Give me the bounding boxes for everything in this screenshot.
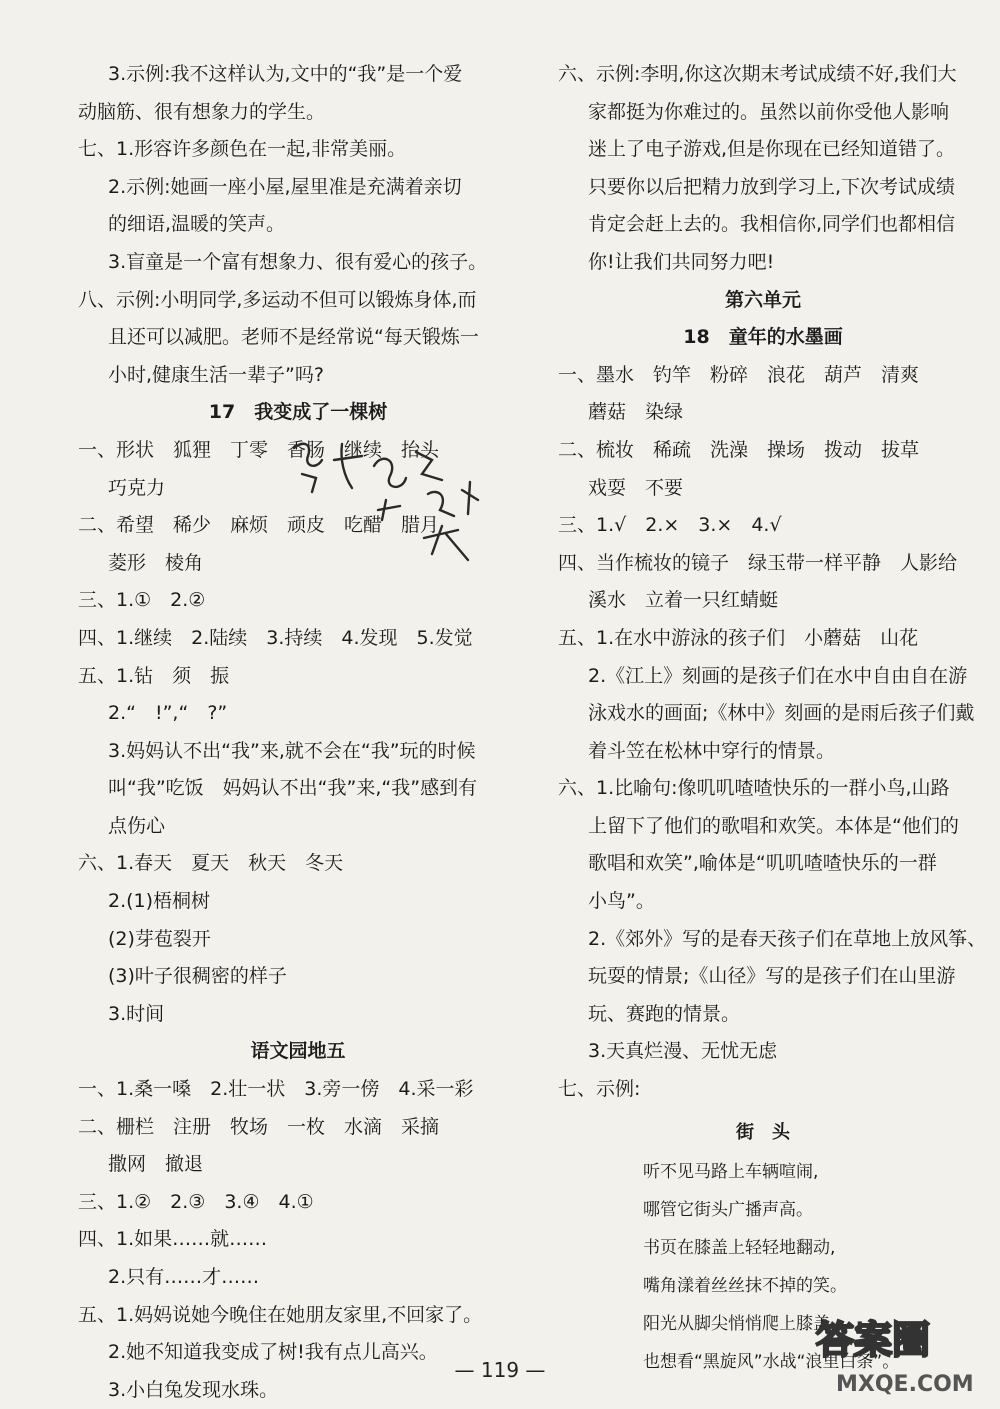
- answer-line: 2.“ !”,“ ?”: [108, 702, 228, 725]
- left-column: [78, 56, 518, 1409]
- answer-line: 2.她不知道我变成了树!我有点儿高兴。: [108, 1341, 438, 1364]
- answer-line: 3.妈妈认不出“我”来,就不会在“我”玩的时候: [108, 739, 476, 762]
- answer-line: 3.小白兔发现水珠。: [108, 1378, 279, 1401]
- section-heading: 17 我变成了一棵树: [208, 401, 388, 424]
- answer-line: 五、1.钻 须 振: [78, 664, 230, 687]
- answer-line: 六、1.春天 夏天 秋天 冬天: [78, 852, 344, 875]
- answer-line: 3.天真烂漫、无忧无虑: [588, 1040, 778, 1063]
- answer-line: 溪水 立着一只红蜻蜓: [588, 589, 779, 612]
- answer-line: 迷上了电子游戏,但是你现在已经知道错了。: [588, 138, 956, 161]
- answer-line: 3.时间: [108, 1002, 165, 1025]
- answer-line: 2.(1)梧桐树: [108, 890, 211, 913]
- poem-line: 也想看“黑旋风”水战“浪里白条”。: [643, 1351, 900, 1372]
- answer-line: 戏耍 不要: [588, 476, 684, 499]
- answer-line: 一、墨水 钓竿 粉碎 浪花 葫芦 清爽: [558, 363, 920, 386]
- page-number: — 119 —: [454, 1358, 546, 1382]
- answer-line: 上留下了他们的歌唱和欢笑。本体是“他们的: [588, 814, 959, 837]
- answer-line: 2.示例:她画一座小屋,屋里准是充满着亲切: [108, 175, 462, 198]
- answer-line: 蘑菇 染绿: [588, 401, 684, 424]
- poem-line: 嘴角漾着丝丝抹不掉的笑。: [643, 1275, 847, 1296]
- answer-line: 着斗笠在松林中穿行的情景。: [588, 739, 836, 762]
- answer-line: 巧克力: [108, 476, 166, 499]
- poem-line: 阳光从脚尖悄悄爬上膝盖,: [643, 1313, 836, 1334]
- poem-line: 哪管它街头广播声高。: [643, 1199, 813, 1220]
- site-watermark-logo: [808, 1305, 988, 1400]
- answer-line: 七、1.形容许多颜色在一起,非常美丽。: [78, 138, 407, 161]
- answer-line: 动脑筋、很有想象力的学生。: [78, 100, 326, 123]
- answer-line: 小鸟”。: [588, 890, 655, 913]
- answer-line: 一、形状 狐狸 丁零 香肠 继续 抬头: [78, 438, 440, 461]
- answer-line: 三、1.① 2.②: [78, 589, 206, 612]
- answer-line: 歌唱和欢笑”,喻体是“叽叽喳喳快乐的一群: [588, 852, 937, 875]
- svg-text:答案圈: 答案圈: [816, 1318, 931, 1362]
- answer-line: 六、示例:李明,你这次期末考试成绩不好,我们大: [558, 63, 957, 85]
- answer-line: (3)叶子很稠密的样子: [108, 965, 287, 988]
- section-heading: 18 童年的水墨画: [683, 326, 843, 349]
- answer-line: (2)芽苞裂开: [108, 927, 211, 950]
- right-column: [558, 56, 987, 1381]
- answer-line: 肯定会赶上去的。我相信你,同学们也都相信: [588, 213, 956, 236]
- answer-line: 二、梳妆 稀疏 洗澡 操场 拨动 拔草: [558, 438, 920, 461]
- poem-line: 书页在膝盖上轻轻地翻动,: [643, 1237, 836, 1258]
- answer-line: 五、1.妈妈说她今晚住在她朋友家里,不回家了。: [78, 1303, 483, 1326]
- answer-line: 2.《郊外》写的是春天孩子们在草地上放风筝、: [588, 927, 987, 950]
- answer-line: 你!让我们共同努力吧!: [588, 250, 775, 273]
- answer-line: 2.《江上》刻画的是孩子们在水中自由自在游: [588, 664, 968, 687]
- answer-line: 玩、赛跑的情景。: [588, 1002, 741, 1025]
- answer-line: 八、示例:小明同学,多运动不但可以锻炼身体,而: [78, 288, 477, 311]
- answer-line: 3.示例:我不这样认为,文中的“我”是一个爱: [108, 63, 463, 85]
- answer-line: 四、当作梳妆的镜子 绿玉带一样平静 人影给: [558, 551, 958, 574]
- answer-line: 叫“我”吃饭 妈妈认不出“我”来,“我”感到有: [108, 777, 478, 800]
- section-heading: 第六单元: [724, 288, 801, 311]
- answer-line: 一、1.桑一嗓 2.壮一状 3.旁一傍 4.采一彩: [78, 1078, 474, 1101]
- answer-line: 泳戏水的画面;《林中》刻画的是雨后孩子们戴: [588, 702, 975, 725]
- answer-line: 三、1.√ 2.× 3.× 4.√: [558, 514, 782, 537]
- answer-line: 三、1.② 2.③ 3.④ 4.①: [78, 1190, 314, 1213]
- answer-line: 菱形 棱角: [108, 551, 204, 574]
- answer-line: 点伤心: [108, 814, 166, 837]
- svg-text:MXQE.COM: MXQE.COM: [836, 1372, 974, 1397]
- handwritten-scribble: [282, 430, 492, 580]
- poem-line: 听不见马路上车辆喧闹,: [643, 1161, 819, 1182]
- answer-line: 家都挺为你难过的。虽然以前你受他人影响: [588, 100, 950, 123]
- answer-line: 七、示例:: [558, 1078, 641, 1101]
- answer-line: 四、1.如果……就……: [78, 1228, 268, 1251]
- answer-line: 二、希望 稀少 麻烦 顽皮 吃醋 腊月: [78, 514, 440, 537]
- answer-line: 二、栅栏 注册 牧场 一枚 水滴 采摘: [78, 1115, 440, 1138]
- answer-line: 撒网 撤退: [108, 1153, 204, 1176]
- answer-line: 只要你以后把精力放到学习上,下次考试成绩: [588, 175, 956, 198]
- answer-line: 2.只有……才……: [108, 1266, 260, 1288]
- answer-line: 四、1.继续 2.陆续 3.持续 4.发现 5.发觉: [78, 626, 473, 649]
- answer-line: 小时,健康生活一辈子”吗?: [108, 363, 324, 386]
- answer-line: 玩耍的情景;《山径》写的是孩子们在山里游: [588, 965, 956, 988]
- answer-line: 六、1.比喻句:像叽叽喳喳快乐的一群小鸟,山路: [558, 777, 950, 800]
- poem-title: 街 头: [736, 1121, 790, 1143]
- answer-line: 3.盲童是一个富有想象力、很有爱心的孩子。: [108, 250, 488, 273]
- answer-line: 且还可以减肥。老师不是经常说“每天锻炼一: [108, 326, 479, 349]
- answer-line: 五、1.在水中游泳的孩子们 小蘑菇 山花: [558, 626, 919, 649]
- answer-line: 的细语,温暖的笑声。: [108, 213, 286, 236]
- section-heading: 语文园地五: [250, 1040, 346, 1063]
